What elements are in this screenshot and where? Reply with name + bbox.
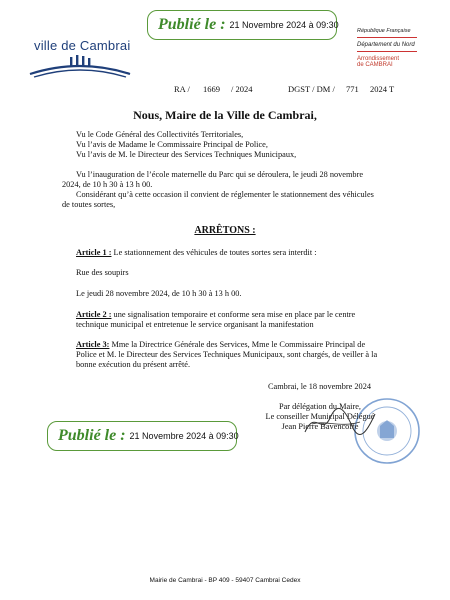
article-1 [76, 248, 406, 258]
ref-dept-code: DGST / DM / [288, 84, 335, 94]
signature-line: Par délégation du Maire, [278, 402, 362, 411]
department-label: Département du Nord [357, 42, 415, 48]
published-label: Publié le : [58, 427, 126, 444]
ref-dept-number: 771 [346, 84, 359, 94]
published-datetime: 21 Novembre 2024 à 09:30 [229, 20, 339, 30]
consideration-item: Vu l’avis de Madame le Commissaire Principal de Police, [76, 140, 268, 149]
city-logo [28, 38, 133, 78]
republic-label: République Française [357, 28, 411, 34]
consideration-item: Vu l’avis de M. le Directeur des Services Techniques Municipaux, [76, 150, 297, 159]
article-1-time: Le jeudi 28 novembre 2024, de 10 h 30 à 13 h 00. [76, 289, 242, 298]
article-2-line: technique municipal et entretenue le service organisant la manifestation [76, 320, 314, 329]
article-2-line: une signalisation temporaire et conforme sera mise en place par le centre [111, 310, 356, 319]
article-2-label: Article 2 : [76, 310, 112, 319]
published-stamp-top [147, 10, 337, 40]
article-3-line: bonne exécution du présent arrêté. [76, 360, 191, 369]
article-3-label: Article 3: [76, 340, 110, 349]
considerant-line: Considérant qu’à cette occasion il convient de réglementer le stationnement des véhicules [76, 190, 374, 199]
document-title: Nous, Maire de la Ville de Cambrai, [133, 108, 317, 122]
administrative-header [357, 28, 442, 68]
logo-text: ville de Cambrai [34, 38, 131, 53]
arretons-heading: ARRÊTONS : [194, 225, 256, 236]
logo-emblem-icon [28, 52, 133, 78]
article-1-text: Le stationnement des véhicules de toutes sortes sera interdit : [111, 248, 317, 257]
header-divider [357, 51, 417, 52]
article-3-line: Mme la Directrice Générale des Services, Mme le Commissaire Principal de [109, 340, 366, 349]
article-1-label: Article 1 : [76, 248, 112, 257]
arrondissement-line2: de CAMBRAI [357, 62, 393, 68]
article-1-place: Rue des soupirs [76, 268, 129, 277]
published-datetime: 21 Novembre 2024 à 09:30 [129, 431, 239, 441]
considerant-line: Vu l’inauguration de l’école maternelle du Parc qui se déroulera, le jeudi 28 novembre [76, 170, 364, 179]
article-3 [76, 340, 411, 370]
reference-line [0, 84, 450, 96]
article-2 [76, 310, 406, 330]
ref-ra: RA / [174, 84, 190, 94]
signature-line: Jean Pierre Bavencoffe [281, 422, 359, 431]
arrondissement-line1: Arrondissement [357, 56, 400, 62]
signature-line: Le conseiller Municipal Délégué [265, 412, 375, 421]
article-3-line: Police et M. le Directeur des Services Techniques Municipaux, sont chargés, de veiller à la [76, 350, 378, 359]
considerant-paragraph [62, 170, 402, 210]
published-label: Publié le : [158, 16, 226, 33]
handwritten-signature-icon [300, 404, 380, 440]
considerations-list [76, 130, 396, 160]
considerant-line: 2024, de 10 h 30 à 13 h 00. [62, 180, 153, 189]
published-stamp-bottom [47, 421, 237, 451]
ref-dept-suffix: 2024 T [370, 84, 395, 94]
considerant-line: de toutes sortes, [62, 200, 116, 209]
ref-ra-number: 1669 [203, 84, 220, 94]
ref-year: / 2024 [231, 84, 253, 94]
consideration-item: Vu le Code Général des Collectivités Territoriales, [76, 130, 244, 139]
signature-place-date: Cambrai, le 18 novembre 2024 [268, 382, 371, 391]
header-divider [357, 37, 417, 38]
page-footer: Mairie de Cambrai - BP 409 - 59407 Cambrai Cedex [149, 577, 301, 584]
